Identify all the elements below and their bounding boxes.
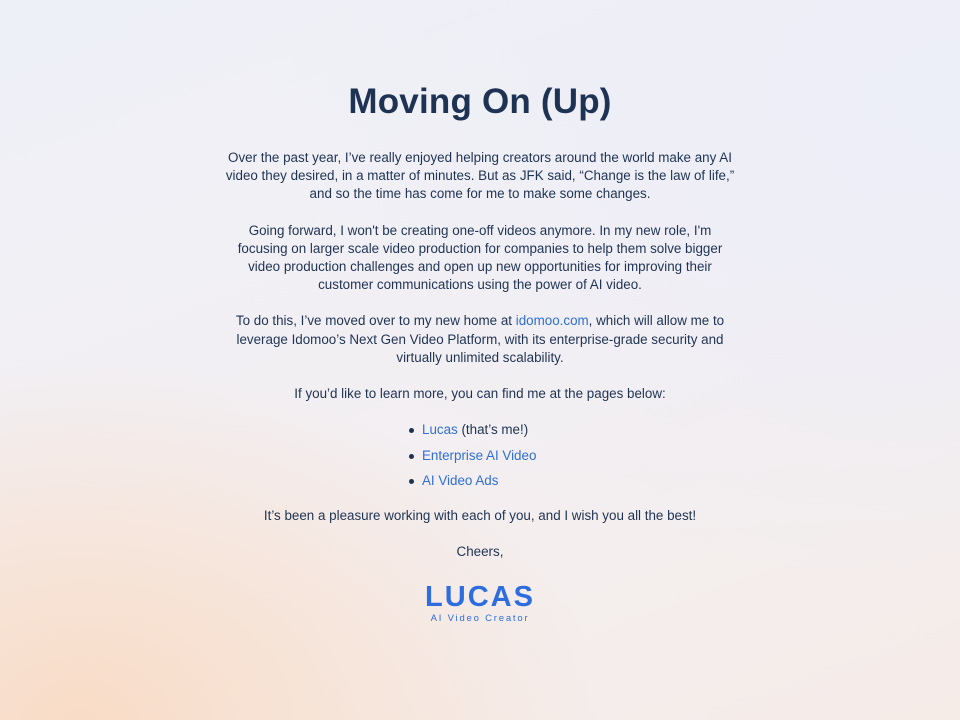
page-title: Moving On (Up)	[348, 82, 612, 121]
paragraph-learn-more: If you’d like to learn more, you can find me at the pages below:	[294, 386, 666, 402]
paragraph-new-role: Going forward, I won't be creating one-off videos anymore. In my new role, I'm focusing on larger scale video production for companies to help them solve bigger video production challenges and open up new opportunities for improving their customer communications using the power of AI video.	[237, 222, 723, 293]
signoff: Cheers,	[456, 543, 504, 559]
lucas-logo	[0, 582, 960, 625]
enterprise-ai-video-link[interactable]: Enterprise AI Video	[422, 447, 537, 463]
bullet-icon	[409, 479, 414, 484]
list-item	[407, 421, 567, 439]
paragraph-intro: Over the past year, I’ve really enjoyed helping creators around the world make any AI video they desired, in a matter of minutes. But as JFK said, “Change is the law of life,” and so the time has come for me to make some changes.	[225, 150, 735, 202]
idomoo-link[interactable]: idomoo.com	[515, 313, 589, 329]
paragraph-new-home	[225, 312, 735, 367]
logo-tagline: AI Video Creator	[430, 613, 530, 624]
bullet-icon	[409, 454, 414, 459]
list-item	[407, 447, 567, 465]
list-item	[407, 472, 567, 490]
lucas-link-suffix: (that’s me!)	[457, 422, 529, 438]
new-home-text-before: To do this, I’ve moved over to my new home at	[235, 313, 516, 329]
lucas-link[interactable]: Lucas	[422, 422, 458, 438]
ai-video-ads-link[interactable]: AI Video Ads	[422, 473, 499, 489]
bullet-icon	[409, 428, 414, 433]
new-home-text-after: , which will allow me to leverage Idomoo’s Next Gen Video Platform, with its enterprise-grade security and virtually unlimited scalability.	[236, 313, 725, 365]
paragraph-farewell: It’s been a pleasure working with each of you, and I wish you all the best!	[263, 507, 697, 523]
links-list	[407, 421, 567, 490]
message-body	[225, 149, 735, 561]
logo-wordmark: LUCAS	[425, 581, 535, 613]
